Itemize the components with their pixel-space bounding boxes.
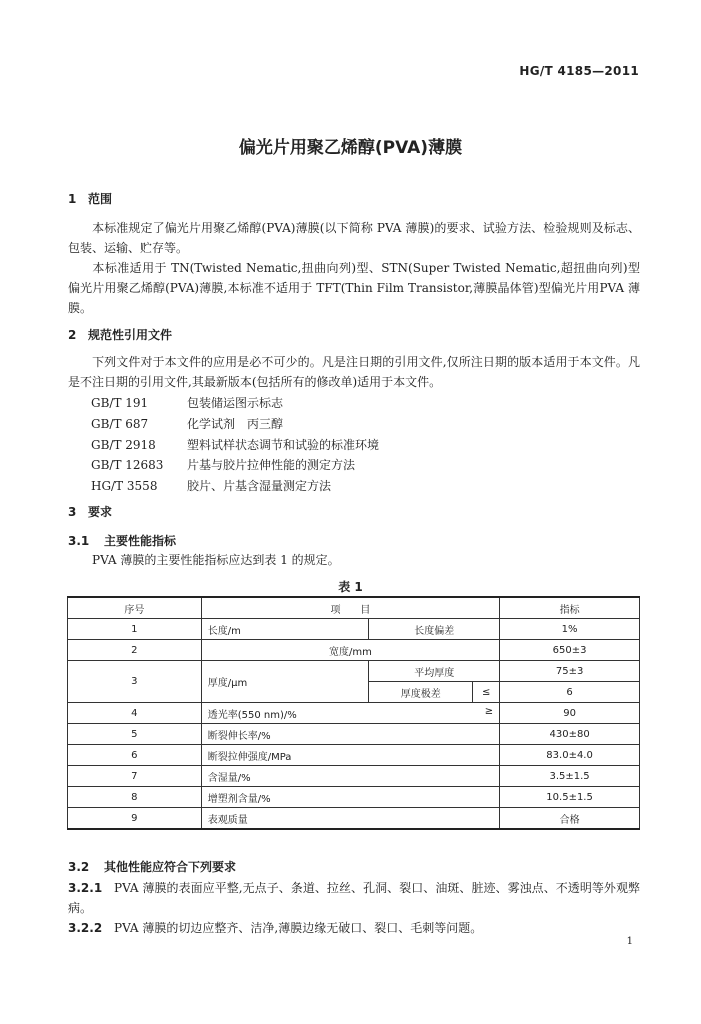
- clause-text: PVA 薄膜的表面应平整,无点子、条道、拉丝、孔洞、裂口、油斑、脏迹、雾浊点、不透明等外观弊病。: [68, 881, 640, 915]
- reference-item: [91, 394, 283, 411]
- header-seq: 序号: [68, 597, 202, 619]
- para-text: PVA 薄膜的主要性能指标应达到表 1 的规定。: [92, 553, 340, 567]
- ref-code: HG/T 3558: [91, 479, 158, 493]
- table-caption: 表 1: [338, 580, 363, 594]
- cell-item: 表观质量: [201, 808, 499, 830]
- cell-symbol: ≤: [473, 682, 500, 703]
- document-title: 偏光片用聚乙烯醇(PVA)薄膜: [238, 138, 463, 158]
- cell-item: 长度/m: [201, 619, 369, 640]
- reference-item: [91, 415, 283, 432]
- section-3-heading: [68, 503, 112, 520]
- standard-number: HG/T 4185—2011: [519, 64, 639, 78]
- table-row: [68, 724, 640, 745]
- section-3-1-para: [68, 550, 640, 570]
- section-title: 主要性能指标: [104, 534, 177, 548]
- ref-code: GB/T 687: [91, 417, 149, 431]
- ref-code: GB/T 12683: [91, 458, 164, 472]
- cell-item: 断裂拉伸强度/MPa: [201, 745, 499, 766]
- clause-text: PVA 薄膜的切边应整齐、洁净,薄膜边缘无破口、裂口、毛刺等问题。: [114, 921, 483, 935]
- cell-value: 1%: [500, 619, 640, 640]
- cell-item: [201, 703, 499, 724]
- cell-item: 宽度/mm: [201, 640, 499, 661]
- cell-item: 含湿量/%: [201, 766, 499, 787]
- cell-value: 83.0±4.0: [500, 745, 640, 766]
- table-row: [68, 661, 640, 682]
- cell-value: 75±3: [500, 661, 640, 682]
- cell-seq: 5: [68, 724, 202, 745]
- ref-title: 片基与胶片拉伸性能的测定方法: [187, 458, 356, 472]
- table-row: [68, 808, 640, 830]
- para-text: 本标准适用于 TN(Twisted Nematic,扭曲向列)型、STN(Super Twisted Nematic,超扭曲向列)型偏光片用聚乙烯醇(PVA)薄膜,本标准不适用于 TFT(Thin Film Transistor,薄膜晶体管)型偏光片用PVA 薄膜。: [68, 261, 640, 315]
- table-row: [68, 787, 640, 808]
- reference-item: [91, 477, 331, 494]
- section-number: 3.2: [68, 860, 90, 874]
- ref-title: 胶片、片基含湿量测定方法: [187, 479, 332, 493]
- cell-seq: 6: [68, 745, 202, 766]
- section-2-heading: [68, 326, 172, 343]
- ref-title: 塑料试样状态调节和试验的标准环境: [187, 438, 380, 452]
- cell-seq: 3: [68, 661, 202, 703]
- section-2-para-1: [68, 352, 640, 392]
- table-row: [68, 703, 640, 724]
- cell-value: 430±80: [500, 724, 640, 745]
- section-title: 其他性能应符合下列要求: [104, 860, 237, 874]
- table-row: [68, 619, 640, 640]
- cell-value: 650±3: [500, 640, 640, 661]
- cell-value: 3.5±1.5: [500, 766, 640, 787]
- cell-item: 增塑剂含量/%: [201, 787, 499, 808]
- section-3-1-heading: [68, 532, 176, 549]
- requirements-table: [67, 596, 640, 830]
- section-1-para-2: [68, 258, 640, 318]
- cell-value: 10.5±1.5: [500, 787, 640, 808]
- table-row: [68, 745, 640, 766]
- reference-item: [91, 436, 379, 453]
- reference-item: [91, 456, 355, 473]
- cell-symbol: ≥: [484, 705, 494, 717]
- cell-value: 合格: [500, 808, 640, 830]
- ref-title: 化学试剂 丙三醇: [187, 417, 284, 431]
- cell-seq: 1: [68, 619, 202, 640]
- cell-value: 6: [500, 682, 640, 703]
- clause-3-2-1: [68, 878, 640, 918]
- section-title: 要求: [88, 505, 113, 519]
- ref-code: GB/T 2918: [91, 438, 156, 452]
- section-1-para-1: [68, 218, 640, 258]
- ref-title: 包装储运图示标志: [187, 396, 284, 410]
- cell-item: 断裂伸长率/%: [201, 724, 499, 745]
- cell-subitem: 长度偏差: [369, 619, 500, 640]
- cell-subitem: 平均厚度: [369, 661, 500, 682]
- clause-3-2-2: [68, 918, 640, 938]
- ref-code: GB/T 191: [91, 396, 149, 410]
- section-number: 1: [68, 192, 77, 206]
- cell-item-text: 透光率(550 nm)/%: [207, 709, 297, 721]
- section-number: 3.1: [68, 534, 90, 548]
- section-title: 范围: [88, 192, 113, 206]
- header-item: 项 目: [201, 597, 499, 619]
- table-row: [68, 766, 640, 787]
- cell-seq: 4: [68, 703, 202, 724]
- section-number: 2: [68, 328, 77, 342]
- section-3-2-heading: [68, 858, 236, 875]
- cell-seq: 9: [68, 808, 202, 830]
- para-text: 本标准规定了偏光片用聚乙烯醇(PVA)薄膜(以下简称 PVA 薄膜)的要求、试验方法、检验规则及标志、包装、运输、贮存等。: [68, 221, 640, 255]
- page-number: 1: [626, 936, 633, 947]
- cell-item: 厚度/μm: [201, 661, 369, 703]
- section-number: 3: [68, 505, 77, 519]
- cell-seq: 8: [68, 787, 202, 808]
- clause-number: 3.2.2: [68, 921, 103, 935]
- cell-value: 90: [500, 703, 640, 724]
- cell-seq: 2: [68, 640, 202, 661]
- section-1-heading: [68, 190, 112, 207]
- cell-seq: 7: [68, 766, 202, 787]
- para-text: 下列文件对于本文件的应用是必不可少的。凡是注日期的引用文件,仅所注日期的版本适用于本文件。凡是不注日期的引用文件,其最新版本(包括所有的修改单)适用于本文件。: [68, 355, 640, 389]
- clause-number: 3.2.1: [68, 881, 103, 895]
- header-index: 指标: [500, 597, 640, 619]
- section-title: 规范性引用文件: [88, 328, 173, 342]
- cell-subitem: 厚度极差: [369, 682, 473, 703]
- table-header-row: [68, 597, 640, 619]
- table-row: [68, 640, 640, 661]
